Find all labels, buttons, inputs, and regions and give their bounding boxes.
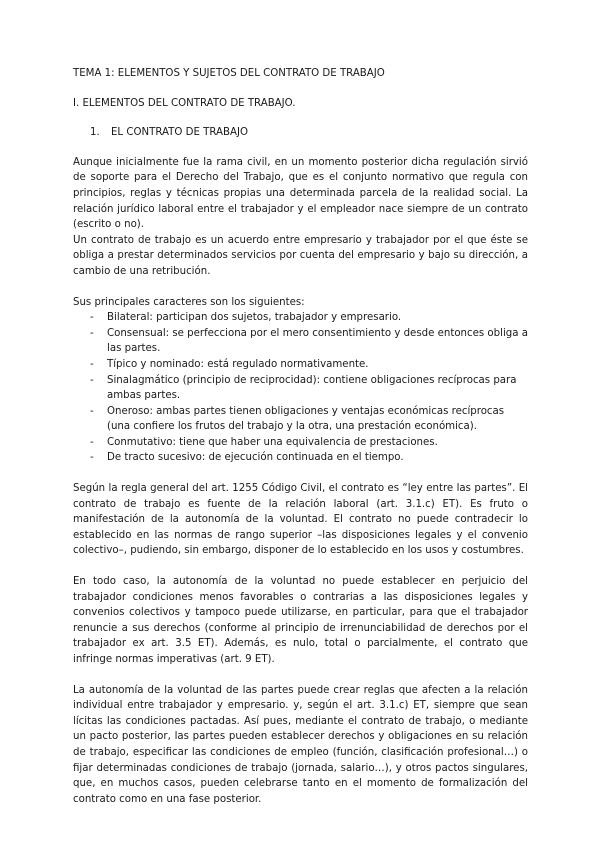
- definition-paragraph: Un contrato de trabajo es un acuerdo entre empresario y trabajador por el que éste se obliga a prestar determinados servicios por cuenta del empresario y bajo su dirección, a cambio de una retribución.: [73, 234, 528, 277]
- subsection-heading: [73, 125, 528, 141]
- list-item-text: Conmutativo: tiene que haber una equivalencia de prestaciones.: [107, 436, 438, 448]
- list-item: [73, 326, 528, 357]
- spacer: [73, 668, 528, 683]
- subsection-label: EL CONTRATO DE TRABAJO: [111, 127, 249, 139]
- article-1255-paragraph: Según la regla general del art. 1255 Código Civil, el contrato es “ley entre las partes”. El contrato de trabajo es fuente de la relación laboral (art. 3.1.c) ET). Es fruto o manifestación de la autonomía de la voluntad. El contrato no puede contradecir lo establecido en las normas de rango superior –las disposiciones legales y el convenio colectivo–, pudiendo, sin embargo, disponer de lo establecido en los usos y costumbres.: [73, 483, 528, 557]
- autonomy-rules-paragraph: La autonomía de la voluntad de las partes puede crear reglas que afecten a la relación individual entre trabajador y empresario. y, según el art. 3.1.c) ET, siempre que sean lícitas las condiciones pactadas. Así pues, mediante el contrato de trabajo, o mediante un pacto posterior, las partes pueden establecer derechos y obligaciones en su relación de trabajo, especificar las condiciones de empleo (función, clasificación profesional…) o fijar determinadas condiciones de trabajo (jornada, salario…), y otros pactos singulares, que, en muchos casos, pueden celebrarse tanto en el momento de formalización del contrato como en una fase posterior.: [73, 684, 528, 805]
- bullet-dash: -: [90, 405, 94, 417]
- bullet-dash: -: [90, 452, 94, 464]
- list-item: [73, 450, 528, 466]
- autonomy-limits-paragraph: En todo caso, la autonomía de la voluntad no puede establecer en perjuicio del trabajador condiciones menos favorables o contrarias a las disposiciones legales y convenios colectivos y tampoco puede utilizarse, en particular, para que el trabajador renuncie a sus derechos (conforme al principio de irrenunciabilidad de derechos por el trabajador ex art. 3.5 ET). Además, es nulo, total o parcialmente, el contrato que infringe normas imperativas (art. 9 ET).: [73, 576, 528, 665]
- list-item: [73, 310, 528, 326]
- spacer: [73, 466, 528, 481]
- spacer: [73, 280, 528, 295]
- characters-intro: Sus principales caracteres son los siguientes:: [73, 296, 305, 308]
- list-item: [73, 373, 528, 404]
- list-item-text: Sinalagmático (principio de reciprocidad): contiene obligaciones recíprocas para ambas partes.: [107, 374, 517, 402]
- characters-list: [73, 310, 528, 466]
- bullet-dash: -: [90, 358, 94, 370]
- intro-paragraph: Aunque inicialmente fue la rama civil, en un momento posterior dicha regulación sirvió de soporte para el Derecho del Trabajo, que es el conjunto normativo que regula con principios, reglas y técnicas propias una determinada parcela de la realidad social. La relación jurídico laboral entre el trabajador y el empleador nace siempre de un contrato (escrito o no).: [73, 156, 528, 231]
- list-item-text: Oneroso: ambas partes tienen obligaciones y ventajas económicas recíprocas (una confiere los frutos del trabajo y la otra, una prestación económica).: [107, 405, 505, 433]
- spacer: [73, 559, 528, 574]
- document-title: TEMA 1: ELEMENTOS Y SUJETOS DEL CONTRATO DE TRABAJO: [73, 68, 385, 79]
- bullet-dash: -: [90, 436, 94, 448]
- list-item: [73, 404, 528, 435]
- list-item: [73, 357, 528, 373]
- bullet-dash: -: [90, 374, 94, 386]
- bullet-dash: -: [90, 312, 94, 324]
- list-item-text: Consensual: se perfecciona por el mero consentimiento y desde entonces obliga a las partes.: [107, 327, 528, 355]
- bullet-dash: -: [90, 327, 94, 339]
- list-item-text: De tracto sucesivo: de ejecución continuada en el tiempo.: [107, 452, 404, 464]
- subsection-number: 1.: [90, 127, 100, 139]
- section-heading: I. ELEMENTOS DEL CONTRATO DE TRABAJO.: [73, 97, 296, 109]
- document-page: [73, 66, 528, 807]
- list-item: [73, 435, 528, 451]
- list-item-text: Típico y nominado: está regulado normativamente.: [107, 358, 369, 370]
- list-item-text: Bilateral: participan dos sujetos, trabajador y empresario.: [107, 312, 402, 324]
